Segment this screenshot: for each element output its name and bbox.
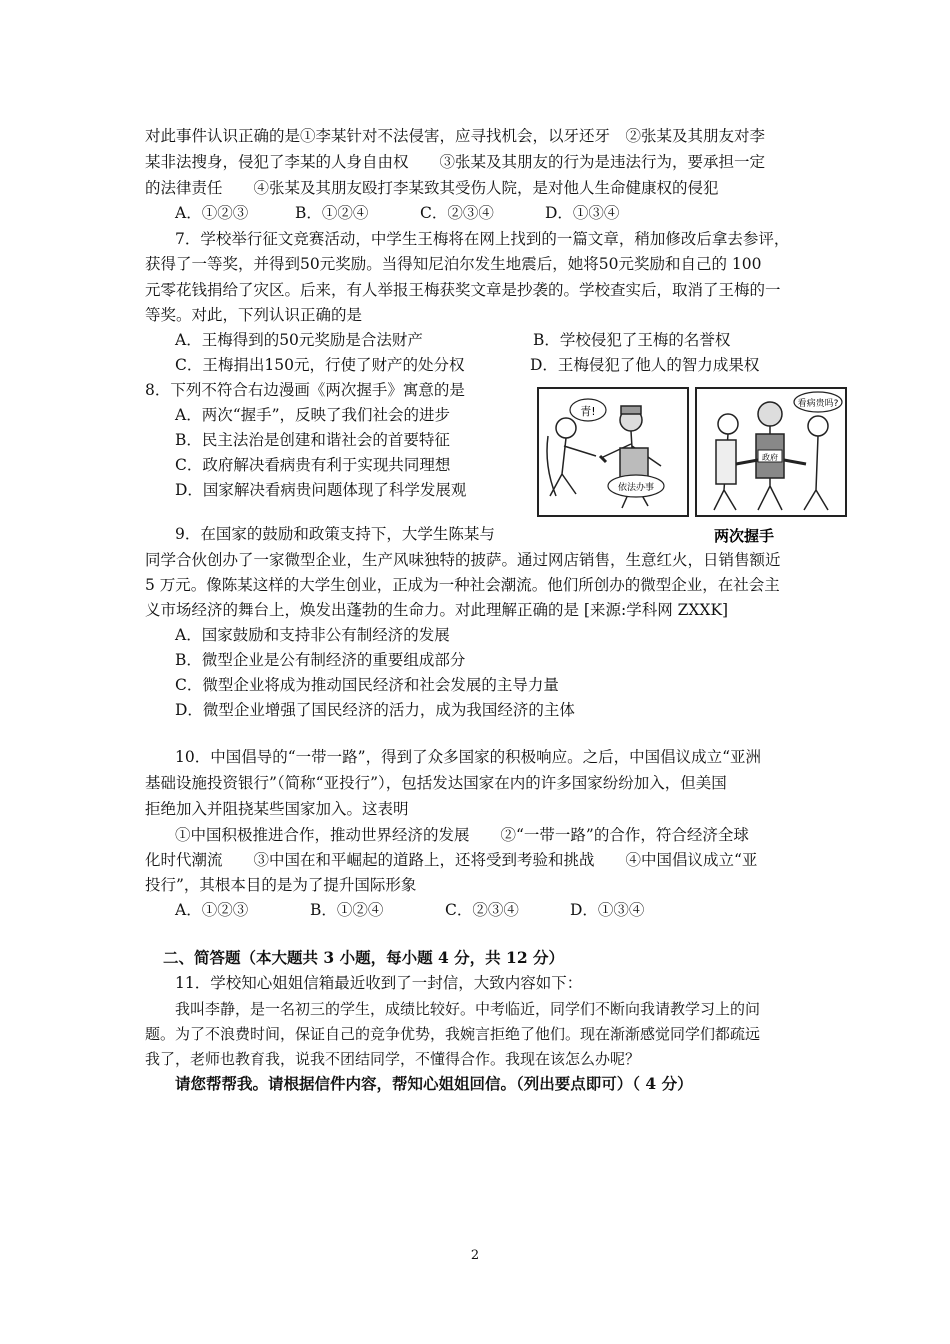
q7-line-3: 元零花钱捐给了灾区。后来，有人举报王梅获奖文章是抄袭的。学校查实后，取消了王梅的一 <box>145 281 781 299</box>
q10-line-6: 投行”，其根本目的是为了提升国际形象 <box>145 876 417 894</box>
q7-option-a: A．王梅得到的50元奖励是合法财产 <box>175 331 423 349</box>
q8-stem: 8．下列不符合右边漫画《两次握手》寓意的是 <box>145 381 465 399</box>
q10-line-2: 基础设施投资银行”（简称“亚投行”），包括发达国家在内的许多国家纷纷加入，但美国 <box>145 774 727 792</box>
q10-line-4: ①中国积极推进合作，推动世界经济的发展 ②“一带一路”的合作，符合经济全球 <box>175 826 749 844</box>
cartoon-caption: 两次握手 <box>713 527 775 545</box>
q7-option-d: D．王梅侵犯了他人的智力成果权 <box>530 356 760 374</box>
q9-option-b: B．微型企业是公有制经济的重要组成部分 <box>175 651 466 669</box>
q10-option-a: A．①②③ <box>175 901 249 919</box>
q10-option-d: D．①③④ <box>570 901 645 919</box>
q9-line-3: 5 万元。像陈某这样的大学生创业，正成为一种社会潮流。他们所创办的微型企业，在社会主 <box>145 576 780 594</box>
q8-option-b: B．民主法治是创建和谐社会的首要特征 <box>175 431 450 449</box>
q9-line-4: 义市场经济的舞台上，焕发出蓬勃的生命力。对此理解正确的是 [来源:学科网 ZXXK] <box>145 601 729 619</box>
q6-line-2: 某非法搜身，侵犯了李某的人身自由权 ③张某及其朋友的行为是违法行为，要承担一定 <box>145 153 766 171</box>
q8-option-d: D．国家解决看病贵问题体现了科学发展观 <box>175 481 467 499</box>
q10-option-b: B．①②④ <box>310 901 384 919</box>
q8-option-c: C．政府解决看病贵有利于实现共同理想 <box>175 456 451 474</box>
sign-left <box>608 475 664 497</box>
letter-line-3: 我了，老师也教育我，说我不团结同学，不懂得合作。我现在该怎么办呢？ <box>145 1050 641 1068</box>
q10-line-1: 10．中国倡导的“一带一路”，得到了众多国家的积极响应。之后，中国倡议成立“亚洲 <box>175 748 761 766</box>
q7-line-4: 等奖。对此，下列认识正确的是 <box>145 306 363 324</box>
page-number: 2 <box>470 1248 480 1263</box>
q6-option-c: C．②③④ <box>420 204 494 222</box>
q6-option-b: B．①②④ <box>295 204 369 222</box>
q7-option-c: C．王梅捐出150元，行使了财产的处分权 <box>175 356 465 374</box>
q10-line-3: 拒绝加入并阻挠某些国家加入。这表明 <box>145 800 409 818</box>
q9-option-a: A．国家鼓励和支持非公有制经济的发展 <box>175 626 450 644</box>
speech-bubble-left <box>570 399 606 421</box>
q7-line-2: 获得了一等奖，并得到50元奖励。当得知尼泊尔发生地震后，她将50元奖励和自己的 100 <box>145 255 762 273</box>
q7-option-b: B．学校侵犯了王梅的名誉权 <box>533 331 731 349</box>
q9-option-d: D．微型企业增强了国民经济的活力，成为我国经济的主体 <box>175 701 575 719</box>
gov-sign <box>758 450 782 462</box>
section-2-title: 二、简答题（本大题共 3 小题，每小题 4 分，共 12 分） <box>163 948 565 967</box>
sign-text-right: 政府 <box>762 453 778 462</box>
q9-line-1: 9．在国家的鼓励和政策支持下，大学生陈某与 <box>175 525 495 543</box>
q11-stem: 11．学校知心姐姐信箱最近收到了一封信，大致内容如下： <box>175 974 583 992</box>
q6-option-a: A．①②③ <box>175 204 249 222</box>
two-handshakes-cartoon <box>536 386 850 550</box>
q6-line-1: 对此事件认识正确的是①李某针对不法侵害，应寻找机会，以牙还牙 ②张某及其朋友对李 <box>145 127 766 145</box>
letter-line-2: 题。为了不浪费时间，保证自己的竞争优势，我婉言拒绝了他们。现在渐渐感觉同学们都疏远 <box>145 1025 761 1043</box>
sign-text-left: 依法办事 <box>617 483 655 493</box>
speech-bubble-right <box>794 392 842 412</box>
q7-line-1: 7．学校举行征文竞赛活动，中学生王梅将在网上找到的一篇文章，稍加修改后拿去参评， <box>175 230 790 248</box>
q6-line-3: 的法律责任 ④张某及其朋友殴打李某致其受伤人院，是对他人生命健康权的侵犯 <box>145 179 719 197</box>
q10-option-c: C．②③④ <box>445 901 519 919</box>
q11-instruction: 请您帮帮我。请根据信件内容，帮知心姐姐回信。（列出要点即可）（ 4 分） <box>175 1074 693 1093</box>
q8-option-a: A．两次“握手”，反映了我们社会的进步 <box>175 406 451 424</box>
q9-option-c: C．微型企业将成为推动国民经济和社会发展的主导力量 <box>175 676 559 694</box>
q6-option-d: D．①③④ <box>545 204 620 222</box>
q9-line-2: 同学合伙创办了一家微型企业，生产风味独特的披萨。通过网店销售，生意红火，日销售额近 <box>145 551 781 569</box>
q10-line-5: 化时代潮流 ③中国在和平崛起的道路上，还将受到考验和挑战 ④中国倡议成立“亚 <box>145 851 758 869</box>
bubble-text-right: 看病贵吗? <box>797 399 839 409</box>
letter-line-1: 我叫李静，是一名初三的学生，成绩比较好。中考临近，同学们不断向我请教学习上的问 <box>175 1000 761 1018</box>
bubble-text-left: 青! <box>580 405 596 418</box>
